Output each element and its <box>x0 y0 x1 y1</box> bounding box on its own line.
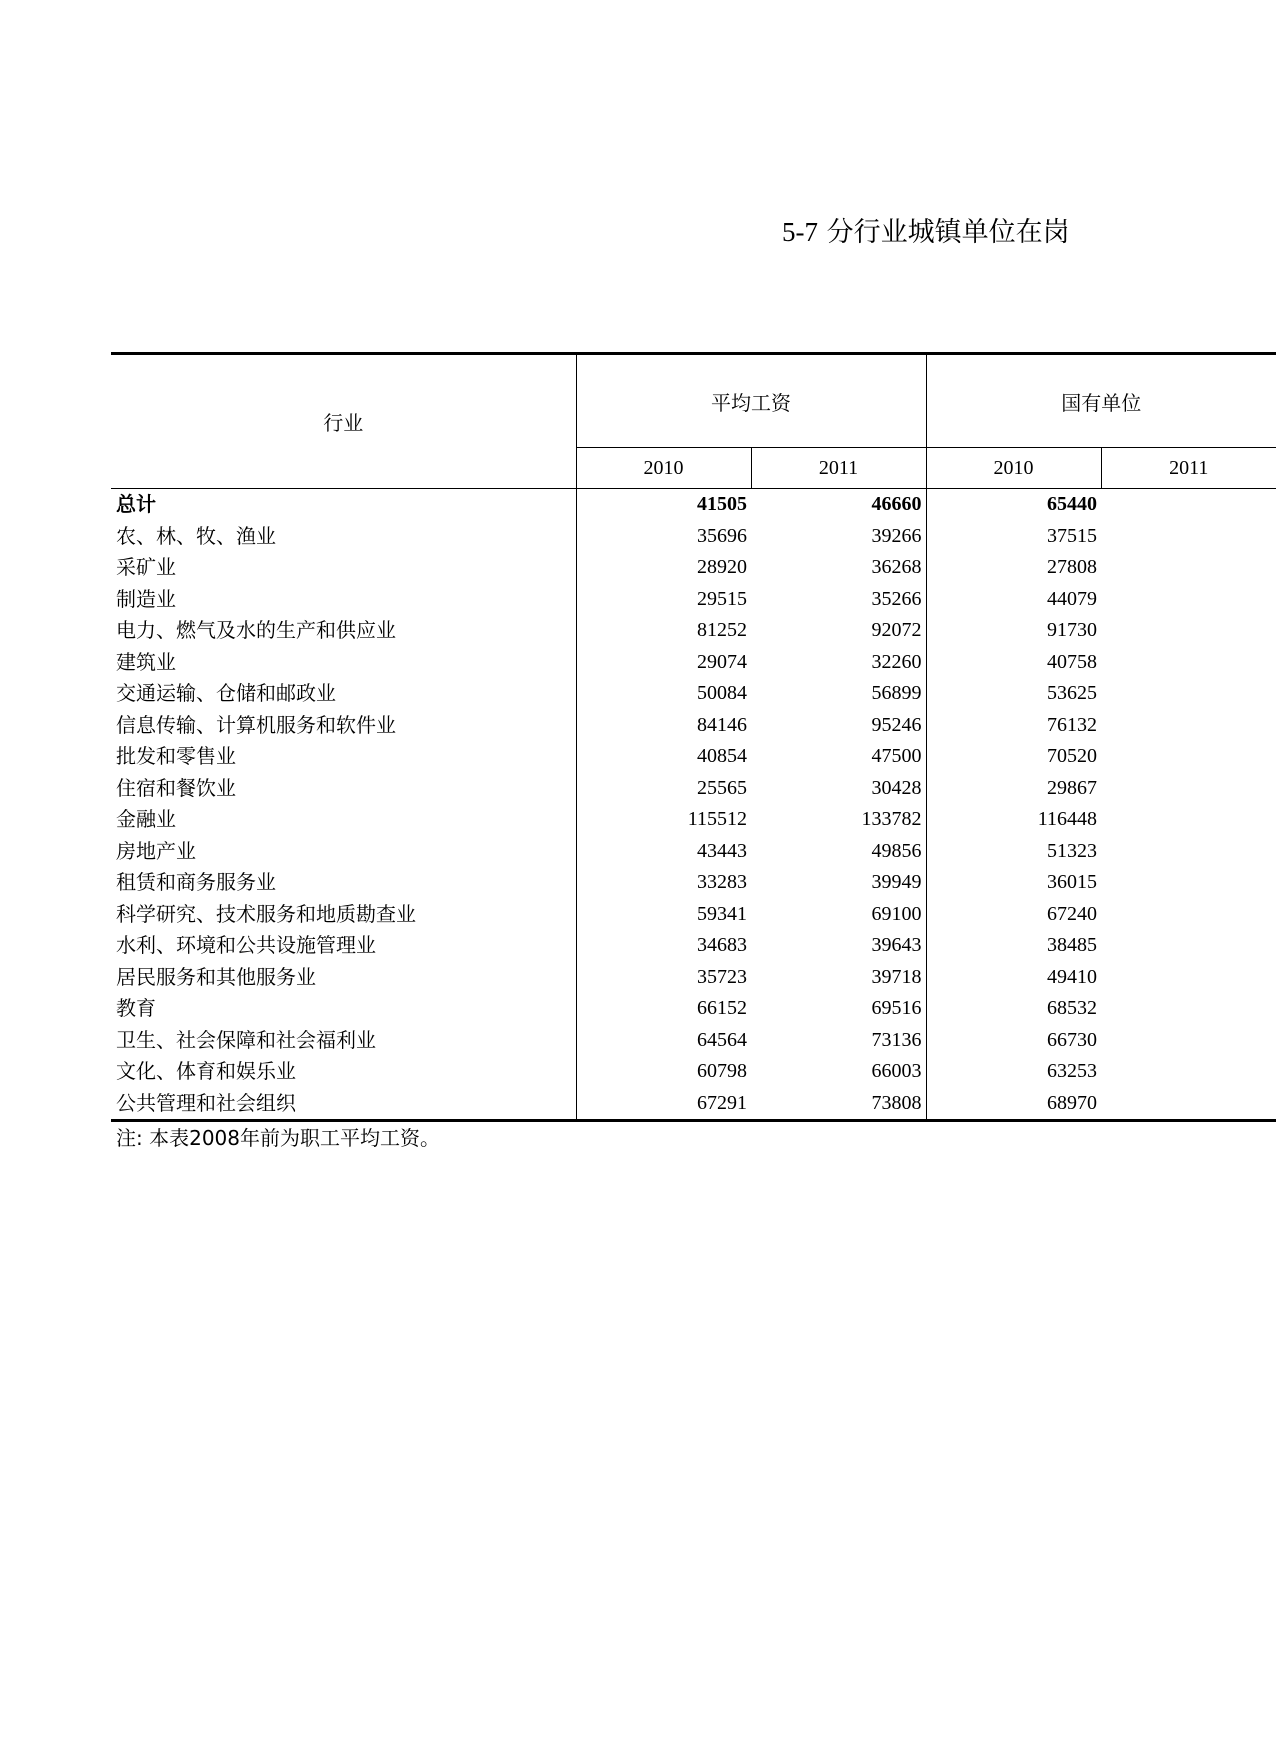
value-cell: 29074 <box>576 647 751 679</box>
table-row <box>111 615 1276 647</box>
value-cell: 53625 <box>926 678 1101 710</box>
table-row <box>111 773 1276 805</box>
industry-cell: 科学研究、技术服务和地质勘查业 <box>116 901 416 926</box>
value-cell: 46660 <box>871 493 922 515</box>
value-cell: 28920 <box>576 552 751 584</box>
year-header: 2010 <box>576 448 751 489</box>
industry-cell: 租赁和商务服务业 <box>116 870 276 894</box>
value-cell <box>1101 1025 1276 1057</box>
table-row <box>111 899 1276 931</box>
industry-cell: 教育 <box>116 996 156 1020</box>
value-cell: 29867 <box>926 773 1101 805</box>
value-cell: 133782 <box>861 808 922 830</box>
table-row <box>111 552 1276 584</box>
industry-cell: 公共管理和社会组织 <box>111 1088 576 1121</box>
table-row <box>111 804 1276 836</box>
value-cell: 50084 <box>576 678 751 710</box>
value-cell: 35266 <box>871 587 922 610</box>
value-cell: 47500 <box>871 745 922 767</box>
industry-cell: 制造业 <box>116 586 176 611</box>
value-cell: 39643 <box>871 934 922 956</box>
title-number: 5-7 <box>782 217 818 247</box>
value-cell: 39718 <box>871 965 922 988</box>
table-row <box>111 930 1276 962</box>
value-cell <box>1101 804 1276 836</box>
industry-cell: 电力、燃气及水的生产和供应业 <box>116 618 396 642</box>
value-cell: 66003 <box>871 1060 922 1082</box>
table-row <box>111 1088 1276 1121</box>
value-cell: 69100 <box>871 902 922 925</box>
industry-cell: 采矿业 <box>116 555 176 579</box>
industry-header: 行业 <box>111 354 576 489</box>
industry-cell: 批发和零售业 <box>116 744 236 768</box>
value-cell: 33283 <box>576 867 751 899</box>
value-cell: 39949 <box>871 871 922 893</box>
value-cell <box>1101 773 1276 805</box>
value-cell: 68970 <box>926 1088 1101 1121</box>
industry-cell: 交通运输、仓储和邮政业 <box>116 681 336 705</box>
year-header: 2011 <box>1101 448 1276 489</box>
table-row <box>111 1056 1276 1088</box>
value-cell: 66152 <box>576 993 751 1025</box>
page-title <box>782 212 1102 252</box>
industry-cell: 住宿和餐饮业 <box>116 775 236 800</box>
value-cell: 116448 <box>926 804 1101 836</box>
value-cell <box>1101 521 1276 553</box>
table-row <box>111 1025 1276 1057</box>
industry-cell: 房地产业 <box>116 838 196 863</box>
value-cell: 68532 <box>926 993 1101 1025</box>
value-cell <box>1101 678 1276 710</box>
value-cell: 49410 <box>926 962 1101 994</box>
value-cell: 44079 <box>926 584 1101 616</box>
value-cell: 38485 <box>926 930 1101 962</box>
table-row <box>111 867 1276 899</box>
value-cell: 70520 <box>926 741 1101 773</box>
value-cell: 49856 <box>871 839 922 862</box>
total-row <box>111 489 1276 521</box>
table-body <box>111 489 1276 1121</box>
value-cell <box>1101 552 1276 584</box>
value-cell: 36015 <box>926 867 1101 899</box>
value-cell <box>1101 867 1276 899</box>
value-cell <box>1101 741 1276 773</box>
year-header: 2011 <box>751 448 926 489</box>
value-cell: 76132 <box>926 710 1101 742</box>
table-row <box>111 678 1276 710</box>
title-text: 分行业城镇单位在岗 <box>826 217 1070 248</box>
industry-cell: 信息传输、计算机服务和软件业 <box>116 712 396 737</box>
value-cell: 34683 <box>576 930 751 962</box>
value-cell <box>1101 1056 1276 1088</box>
value-cell: 41505 <box>576 489 751 521</box>
value-cell: 73808 <box>751 1088 926 1121</box>
industry-cell: 水利、环境和公共设施管理业 <box>116 933 376 957</box>
table-note: 注: 本表2008年前为职工平均工资。 <box>116 1126 440 1150</box>
value-cell: 35696 <box>576 521 751 553</box>
table-row <box>111 521 1276 553</box>
value-cell: 43443 <box>576 836 751 868</box>
industry-cell: 建筑业 <box>116 649 176 674</box>
value-cell <box>1101 836 1276 868</box>
value-cell <box>1101 489 1276 521</box>
value-cell: 67240 <box>926 899 1101 931</box>
value-cell: 67291 <box>576 1088 751 1121</box>
value-cell <box>1101 615 1276 647</box>
industry-cell: 总计 <box>116 492 156 516</box>
value-cell: 40758 <box>926 647 1101 679</box>
value-cell: 32260 <box>871 650 922 673</box>
value-cell <box>1101 1088 1276 1121</box>
value-cell: 69516 <box>871 997 922 1019</box>
value-cell: 66730 <box>926 1025 1101 1057</box>
value-cell: 25565 <box>576 773 751 805</box>
value-cell <box>1101 930 1276 962</box>
value-cell: 59341 <box>576 899 751 931</box>
table-row <box>111 647 1276 679</box>
value-cell: 73136 <box>871 1028 922 1051</box>
table-row <box>111 993 1276 1025</box>
group-header-state-owned: 国有单位 <box>926 354 1276 448</box>
value-cell: 95246 <box>871 713 922 736</box>
table-row <box>111 584 1276 616</box>
value-cell: 37515 <box>926 521 1101 553</box>
value-cell: 39266 <box>871 524 922 547</box>
value-cell: 36268 <box>871 556 922 578</box>
year-header: 2010 <box>926 448 1101 489</box>
value-cell: 64564 <box>576 1025 751 1057</box>
value-cell <box>1101 899 1276 931</box>
value-cell: 65440 <box>926 489 1101 521</box>
value-cell: 27808 <box>926 552 1101 584</box>
wage-table <box>111 352 1276 1122</box>
value-cell: 29515 <box>576 584 751 616</box>
table-row <box>111 836 1276 868</box>
value-cell: 30428 <box>871 776 922 799</box>
table-row <box>111 962 1276 994</box>
value-cell: 35723 <box>576 962 751 994</box>
value-cell: 40854 <box>576 741 751 773</box>
value-cell: 63253 <box>926 1056 1101 1088</box>
value-cell <box>1101 993 1276 1025</box>
wage-table-area <box>111 352 1209 1152</box>
value-cell: 81252 <box>576 615 751 647</box>
table-row <box>111 710 1276 742</box>
industry-cell: 农、林、牧、渔业 <box>116 523 276 548</box>
industry-cell: 金融业 <box>116 807 176 831</box>
value-cell: 84146 <box>576 710 751 742</box>
industry-cell: 卫生、社会保障和社会福利业 <box>116 1027 376 1052</box>
table-row <box>111 741 1276 773</box>
value-cell: 115512 <box>576 804 751 836</box>
value-cell: 51323 <box>926 836 1101 868</box>
value-cell <box>1101 962 1276 994</box>
value-cell: 92072 <box>871 619 922 641</box>
value-cell: 91730 <box>926 615 1101 647</box>
value-cell <box>1101 710 1276 742</box>
value-cell <box>1101 584 1276 616</box>
value-cell <box>1101 647 1276 679</box>
industry-cell: 居民服务和其他服务业 <box>116 964 316 989</box>
group-header-average-wage: 平均工资 <box>576 354 926 448</box>
value-cell: 56899 <box>871 682 922 704</box>
industry-cell: 文化、体育和娱乐业 <box>116 1059 296 1083</box>
value-cell: 60798 <box>576 1056 751 1088</box>
